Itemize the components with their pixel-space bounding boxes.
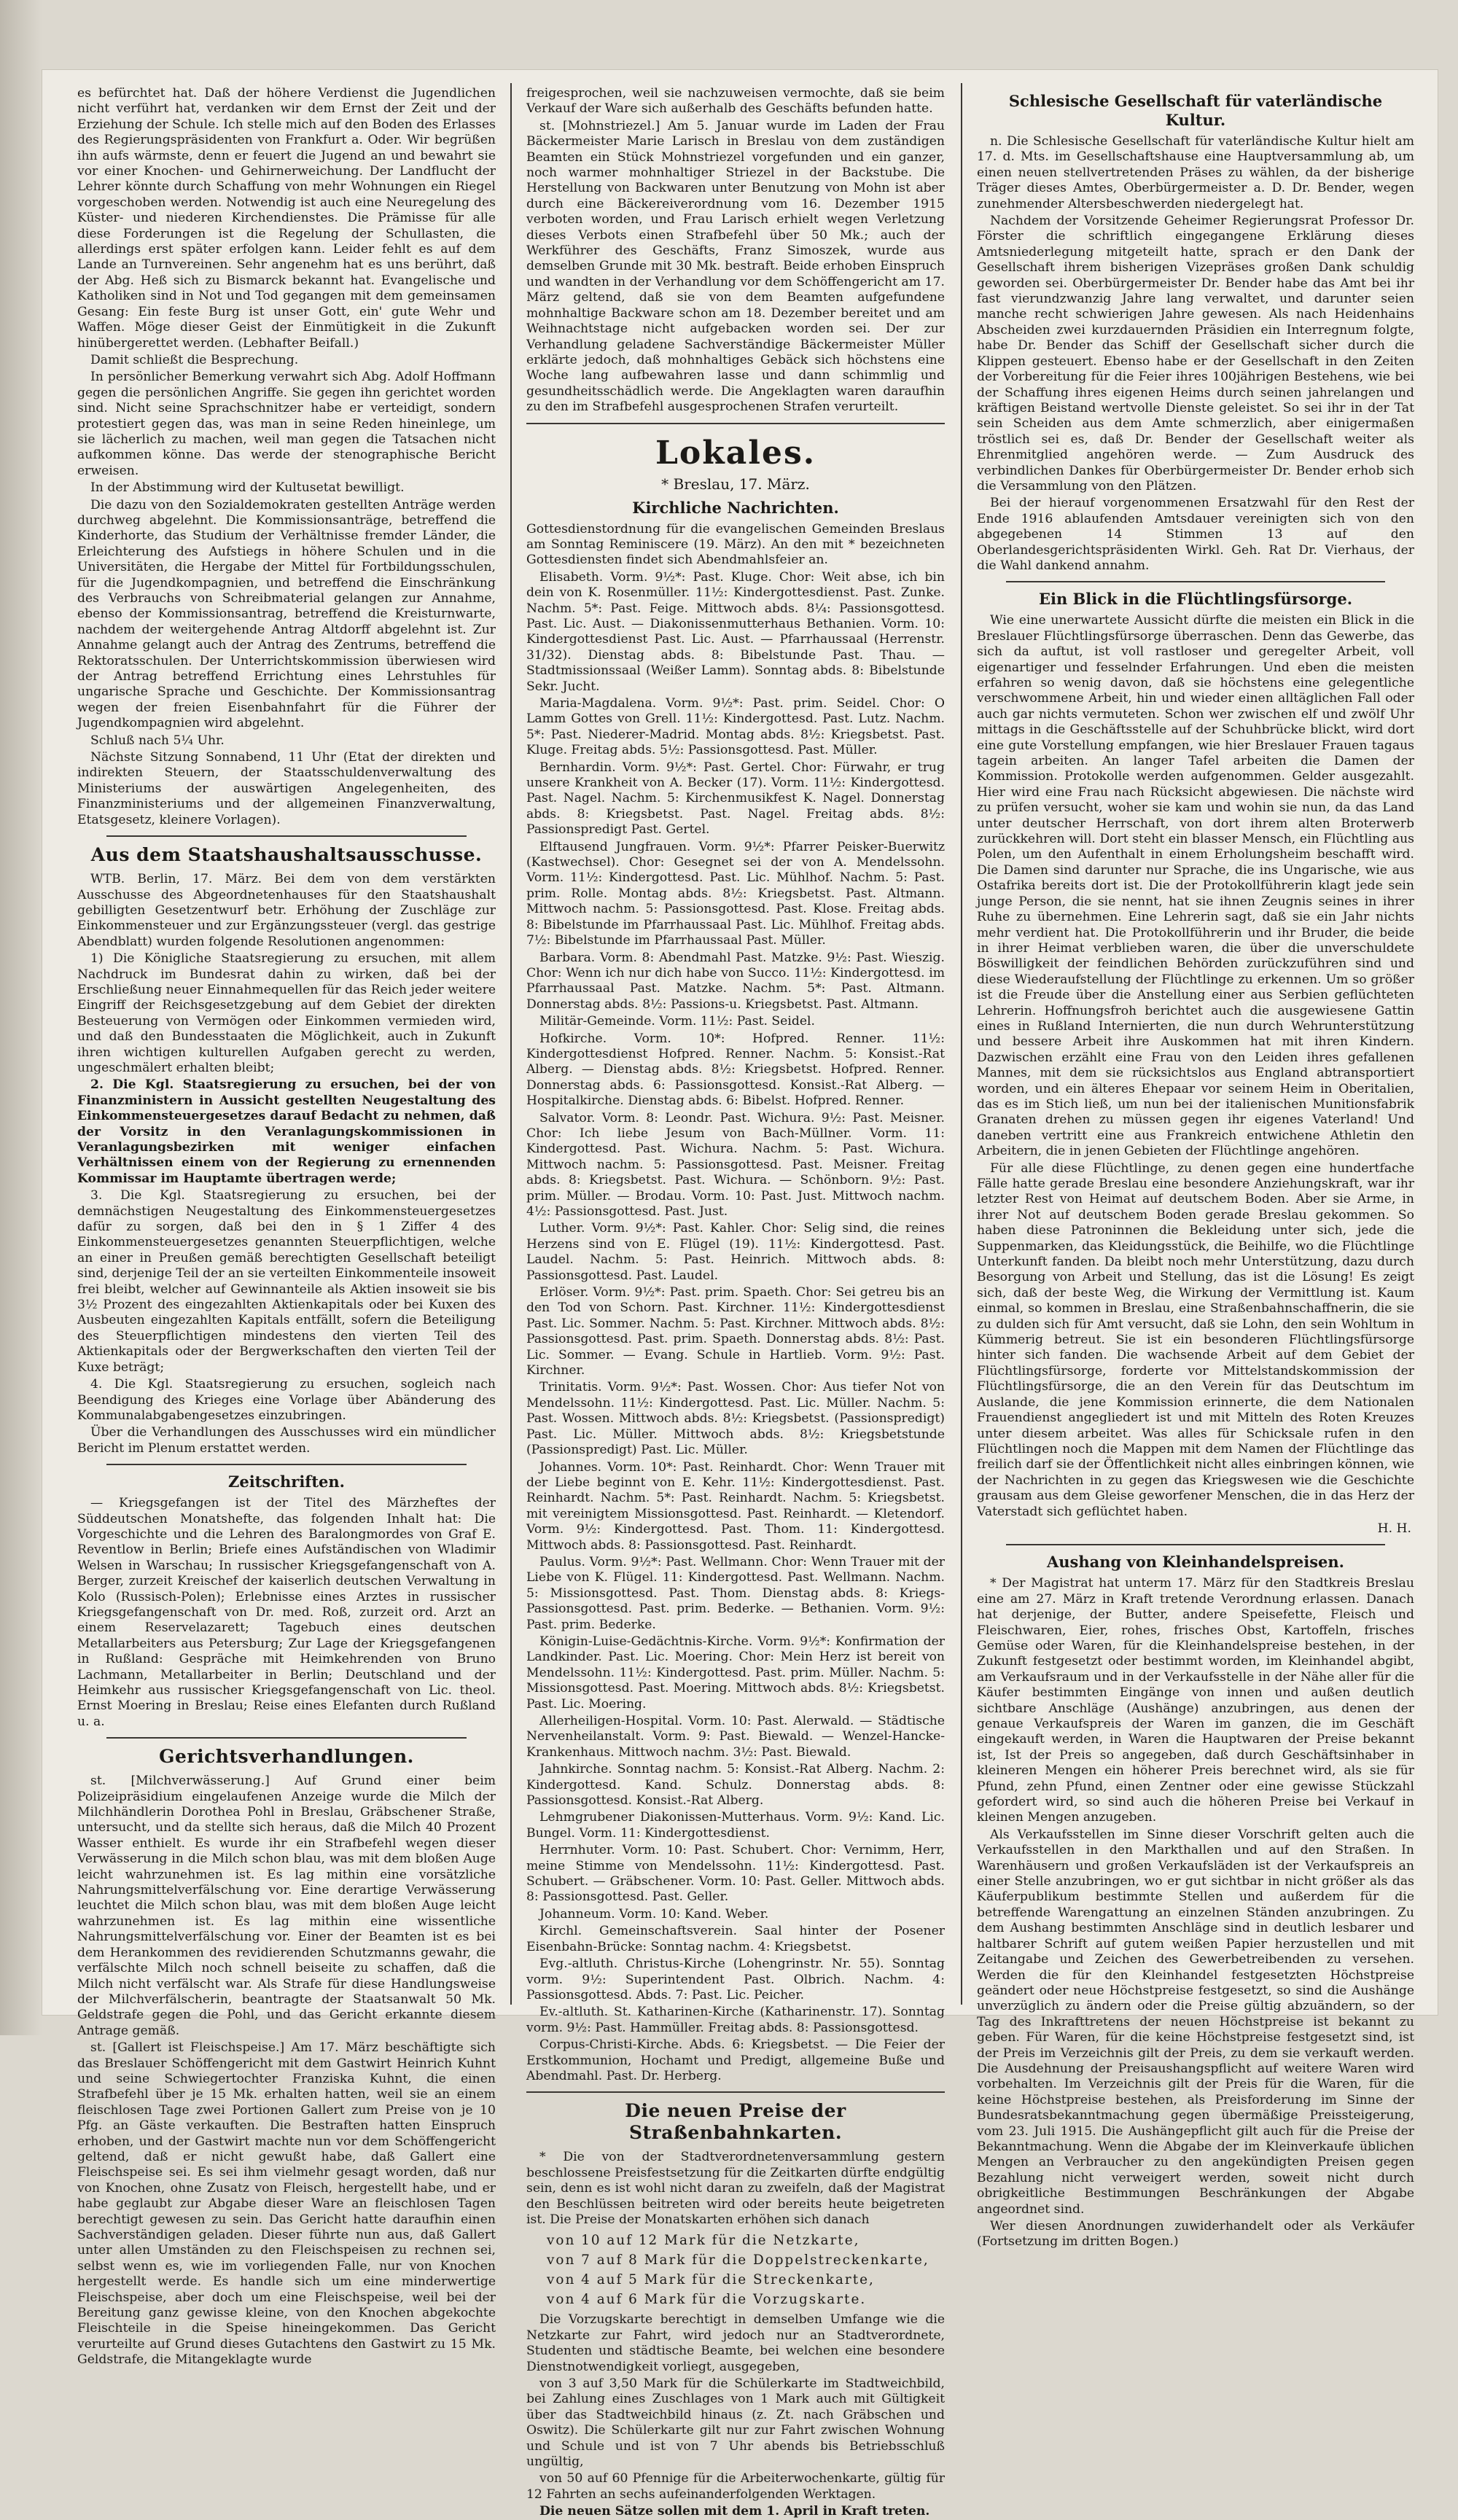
section-heading: Aushang von Kleinhandelspreisen. [1047,1553,1344,1572]
paragraph: es befürchtet hat. Daß der höhere Verdienst die Jugendlichen nicht verführt hat, verdanken wir dem Ernst der Zeit und der Erziehung der Schule. Ich stelle mich auf den Boden des Erlasses des Regierungspräsidenten von Frankfurt a. Oder. Wir begrüßen ihn aufs wärmste, denn er feuert die Jugend an und bewahrt sie vor einer Knochen- und Gehirnerweichung. Der Landflucht der Lehrer könnte durch Schaffung von mehr Wohnungen ein Riegel vorgeschoben werden. Notwendig ist auch eine Neuregelung des Küster- und niederen Kirchendienstes. Die Prämisse für alle diese Forderungen ist die Regelung der Schullasten, die allerdings erst später erfolgen kann. Leider fehlt es auf dem Lande an Turnvereinen. Sehr angenehm hat es uns berührt, daß der Abg. Heß sich zu Bismarck bekannt hat. Evangelische und Katholiken sind in Not und Tod gegangen mit dem gemeinsamen Gesang: Ein feste Burg ist unser Gott, ein' gute Wehr und Waffen. Möge dieser Geist der Einmütigkeit in die Zukunft hinübergerettet werden. (Lebhafter Beifall.) [77,86,496,351]
paragraph: n. Die Schlesische Gesellschaft für vaterländische Kultur hielt am 17. d. Mts. im Gesellschaftshause eine Hauptversammlung ab, um einen neuen stellvertretenden Präses zu wählen, da der bisherige Träger dieses Amtes, Oberbürgermeister a. D. Dr. Bender, wegen zunehmender Altersbeschwerden niedergelegt hat. [977,134,1414,211]
section-heading: Zeitschriften. [228,1472,345,1491]
section-divider [1006,1544,1385,1545]
church-notice: Elftausend Jungfrauen. Vorm. 9½*: Pfarrer Peisker-Buerwitz (Kastwechsel). Chor: Gesegnet sei der von A. Mendelssohn. Vorm. 11½: Kindergottesd. Past. Lic. Mühlhof. Nachm. 5: Past. prim. Rolle. Montag abds. 8½: Kriegsbetst. Past. Altmann. Mittwoch nachm. 5: Passionsgottesd. Past. Klose. Freitag abds. 8: Bibelstunde im Pfarrhaussaal Past. Lic. Mühlhof. Freitag abds. 7½: Bibelstunde im Pfarrhaussaal Past. Müller. [526,839,945,948]
church-notice: Hofkirche. Vorm. 10*: Hofpred. Renner. 11½: Kindergottesdienst Hofpred. Renner. Nachm. 5: Konsist.-Rat Alberg. — Dienstag abds. 8½: Kriegsbetst. Hofpred. Renner. Donnerstag abds. 6: Passionsgottesd. Konsist.-Rat Alberg. — Hospitalkirche. Dienstag abds. 6: Bibelst. Hofpred. Renner. [526,1031,945,1109]
paragraph: von 50 auf 60 Pfennige für die Arbeiterwochenkarte, gültig für 12 Fahrten an sechs aufeinanderfolgenden Werktagen. [526,2471,945,2502]
paragraph: Wer diesen Anordnungen zuwiderhandelt oder als Verkäufer (Fortsetzung im dritten Bogen.) [977,2219,1414,2250]
fare-line: von 7 auf 8 Mark für die Doppelstreckenkarte, [547,2252,929,2269]
paragraph: Für alle diese Flüchtlinge, zu denen gegen eine hundertfache Fälle hatte gerade Breslau eine besondere Anziehungskraft, war ihr letzter Rest von Heimat auf deutschem Boden. Aber sie Arme, in ihrer Not auf deutschem Boden gerade Breslau gekommen. So haben diese Patroninnen die Bekleidung unter sich, jede die Suppenmarken, das Kleidungsstück, die Beihilfe, wo die Flüchtlinge Unterkunft fanden. Da bleibt noch mehr Unterstützung, dazu durch Besorgung von Arbeit und Stellung, das ist die Lösung! Es zeigt sich, daß der beste Weg, die Wirkung der Vermittlung ist. Kaum einmal, so kommen in Breslau, eine Straßenbahnschaffnerin, die sie zu dulden sich für Amt versucht, daß sie Lohn, den sein Wohltum in Kümmerig betreut. Sie ist ein besonderen Flüchtlingsfürsorge hinter sich fanden. Die wachsende Arbeit auf dem Gebiet der Flüchtlingsfürsorge, forderte vor Mittelstandskommission der Flüchtlingsfürsorge, die an den Verein für das Deutschtum im Auslande, die jene Kommission erinnerte, die dem Nationalen Frauendienst angegliedert ist und mit Mitteln des Roten Kreuzes unter diesem arbeitet. Was alles für Schicksale rufen in den Flüchtlingen noch die Mappen mit dem Namen der Flüchtlinge das freilich darf sie der Öffentlichkeit nicht alles einbringen können, wie der Nachrichten in zu gegen das Kriegswesen wie die Geschichte grausam aus dem Gleise geworfener Menschen, die in das Herz der Vaterstadt sich geflüchtet haben. [977,1160,1414,1519]
paragraph: Damit schließt die Besprechung. [90,352,299,367]
section-divider [526,423,945,424]
section-divider [1006,581,1385,582]
section-divider [526,2091,945,2093]
paragraph: Die dazu von den Sozialdemokraten gestellten Anträge werden durchweg abgelehnt. Die Kommissionsanträge, betreffend die Kinderhorte, das Studium der Verhältnisse fremder Länder, die Erleichterung des Aufstiegs in höhere Schulen und in die Universitäten, die Hergabe der Mittel für Fortbildungsschulen, für die Jugendkompagnien, und betreffend die Einschränkung des Verbrauchs von Schreibmaterial gelangen zur Annahme, ebenso der Kommissionsantrag, betreffend die Kreisturnwarte, nachdem der weitergehende Antrag Altdorff abgelehnt ist. Zur Annahme gelangt auch der Antrag des Zentrums, betreffend die Rektoratsschulen. Der Unterrichtskommission überwiesen wird der Antrag betreffend Errichtung eines Lehrstuhles für ungarische Sprache und Geschichte. Der Kommissionsantrag wegen der freien Eisenbahnfahrt für die Führer der Jugendkompagnien wird abgelehnt. [77,497,496,731]
paragraph: st. [Gallert ist Fleischspeise.] Am 17. März beschäftigte sich das Breslauer Schöffengericht mit dem Gastwirt Heinrich Kuhnt und seine Schwiegertochter Franziska Kuhnt, die einen Strafbefehl über je 15 Mk. erhalten hatten, weil sie an einem fleischlosen Tage zwei Portionen Gallert zum Preise von je 10 Pfg. an Gäste verkauften. Die Bestraften hatten Einspruch erhoben, und der Gastwirt machte nun vor dem Schöffengericht geltend, daß er nicht gewußt habe, daß Gallert eine Fleischspeise sei. Es sei ihm vielmehr gesagt worden, daß nur von Knochen, ohne Zusatz von Fleisch, hergestellt habe, und er habe geglaubt zur Abgabe dieser Ware an fleischlosen Tagen berechtigt gewesen zu sein. Das Gericht hatte daraufhin einen Sachverständigen geladen. Dieser führte nun aus, daß Gallert unter allen Umständen zu den Fleischspeisen zu rechnen sei, selbst wenn es, wie im vorliegenden Falle, nur von Knochen hergestellt werde. Es handle sich um eine minderwertige Fleischspeise, aber doch um eine Fleischspeise, weil bei der Bereitung ganz gewisse kleine, von den Knochen abgekochte Fleischteile in die Speise hineingekommen. Das Gericht verurteilte auf Grund dieses Gutachtens den Gastwirt zu 15 Mk. Geldstrafe, die Mitangeklagte wurde [77,2040,496,2368]
dateline: * Breslau, 17. März. [661,475,810,493]
section-heading: Schlesische Gesellschaft für vaterländische Kultur. [1008,92,1383,129]
paragraph: Nächste Sitzung Sonnabend, 11 Uhr (Etat der direkten und indirekten Steuern, der Staatsschuldenverwaltung des Ministeriums der auswärtigen Angelegenheiten, des Finanzministeriums und der allgemeinen Finanzverwaltung, Etatsgesetz, kleinere Vorlagen). [77,750,496,827]
paragraph: In persönlicher Bemerkung verwahrt sich Abg. Adolf Hoffmann gegen die persönlichen Angriffe. Sie gegen ihn gerichtet worden sind. Nicht seine Sprachschnitzer habe er verteidigt, sondern protestiert gegen das, was man in seine Reden hineinlege, um sie lächerlich zu machen, weil man gegen die Tatsachen nicht aufkommen könne. Das werde der stenographische Bericht erweisen. [77,370,496,478]
column-rule-left [510,83,512,2005]
church-notice: Johanneum. Vorm. 10: Kand. Weber. [539,1906,769,1922]
paragraph: WTB. Berlin, 17. März. Bei dem von dem verstärkten Ausschusse des Abgeordnetenhauses für den Staatshaushalt gebilligten Gesetzentwurf betr. Erhöhung der Zuschläge zur Einkommensteuer und zur Ergänzungssteuer (vergl. das gestrige Abendblatt) wurden folgende Resolutionen angenommen: [77,872,496,949]
lokales-heading: Lokales. [655,434,816,472]
fare-list [547,2231,945,2309]
church-notices [526,522,945,2085]
fare-line: von 10 auf 12 Mark für die Netzkarte, [547,2233,860,2249]
newspaper-page [42,70,1438,2519]
paragraph: Nachdem der Vorsitzende Geheimer Regierungsrat Professor Dr. Förster die schriftlich eingegangene Erklärung dieses Amtsniederlegung mitgeteilt hatte, sprach er den Dank der Gesellschaft ihrem bisherigen Vizepräses großen Dank schuldig geworden sei. Oberbürgermeister Dr. Bender habe das Amt bei ihr fast vierundzwanzig Jahre lang verwaltet, und darunter seien manche recht schwierigen Jahre gewesen. Als nach Heidenhains Abscheiden zwei kurzdauernden Präsidien ein Interregnum folgte, habe Dr. Bender das Schiff der Gesellschaft sicher durch die Klippen gesteuert. Ebenso habe er der Gesellschaft in den Zeiten der Vorbereitung für die Feier ihres 100jährigen Bestehens, wie bei der Schaffung ihres eigenen Heims durch seinen jahrelangen und kräftigen Beistand wertvolle Dienste geleistet. So sei ihr in der Tat sein Scheiden aus dem Amte schmerzlich, aber einigermaßen tröstlich sei es, daß Dr. Bender der Gesellschaft weiter als Ehrenmitglied angehören werde. — Zum Ausdruck des verbindlichen Dankes für Oberbürgermeister Dr. Bender erhob sich die Versammlung von den Plätzen. [977,214,1414,494]
church-notice: Trinitatis. Vorm. 9½*: Past. Wossen. Chor: Aus tiefer Not von Mendelssohn. 11½: Kindergottesd. Past. Lic. Müller. Nachm. 5: Past. Wossen. Mittwoch abds. 8½: Kriegsbetst. (Passionspredigt) Past. Lic. Müller. Mittwoch abds. 8½: Kriegsbetstunde (Passionspredigt) Past. Lic. Müller. [526,1380,945,1458]
column-middle [526,86,945,2519]
paragraph: Über die Verhandlungen des Ausschusses wird ein mündlicher Bericht im Plenum erstattet werden. [77,1425,496,1456]
paragraph: Schluß nach 5¼ Uhr. [90,733,225,748]
column-rule-right [961,83,962,2005]
section-heading: Gerichtsverhandlungen. [159,1746,414,1768]
paragraph: Die neuen Sätze sollen mit dem 1. April in Kraft treten. [539,2504,930,2519]
church-notice: Corpus-Christi-Kirche. Abds. 6: Kriegsbetst. — Die Feier der Erstkommunion, Hochamt und Predigt, allgemeine Buße und Abendmahl. Past. Dr. Herberg. [526,2037,945,2083]
paragraph: 4. Die Kgl. Staatsregierung zu ersuchen, sogleich nach Beendigung des Krieges eine Vorlage über Abänderung des Kommunalabgabengesetzes einzubringen. [77,1377,496,1423]
paragraph: 1) Die Königliche Staatsregierung zu ersuchen, mit allem Nachdruck im Bundesrat dahin zu wirken, daß bei der Erschließung neuer Einnahmequellen für das Reich jeder weitere Eingriff der Reichsgesetzgebung auf dem Gebiet der direkten Besteuerung von Vermögen oder Einkommen vermieden wird, und daß den Bundesstaaten die Möglichkeit, auch in Zukunft ihren wichtigen kulturellen Aufgaben gerecht zu werden, ungeschmälert erhalten bleibt; [77,951,496,1075]
church-notice: Jahnkirche. Sonntag nachm. 5: Konsist.-Rat Alberg. Nachm. 2: Kindergottesd. Kand. Schulz. Donnerstag abds. 8: Passionsgottesd. Konsist.-Rat Alberg. [526,1762,945,1809]
section-heading: Ein Blick in die Flüchtlingsfürsorge. [1038,590,1353,609]
church-notice: Salvator. Vorm. 8: Leondr. Past. Wichura. 9½: Past. Meisner. Chor: Ich liebe Jesum von Bach-Müllner. Vorm. 11: Kindergottesd. Past. Wichura. Nachm. 5: Past. Wichura. Mittwoch nachm. 5: Passionsgottesd. Past. Meisner. Freitag abds. 8: Kriegsbetst. Past. Wichura. — Schönborn. 9½: Past. prim. Müller. — Brodau. Vorm. 10: Past. Just. Mittwoch nachm. 4½: Passionsgottesd. Past. Just. [526,1110,945,1219]
paragraph: * Die von der Stadtverordnetenversammlung gestern beschlossene Preisfestsetzung für die Zeitkarten dürfte endgültig sein, denn es ist wohl nicht daran zu zweifeln, daß der Magistrat den Beschlüssen beitreten wird oder bereits heute beigetreten ist. Die Preise der Monatskarten erhöhen sich danach [526,2150,945,2227]
church-notice: Barbara. Vorm. 8: Abendmahl Past. Matzke. 9½: Past. Wieszig. Chor: Wenn ich nur dich habe von Succo. 11½: Kindergottesd. im Pfarrhaussaal Past. Matzke. Nachm. 5*: Past. Altmann. Donnerstag abds. 8½: Passions-u. Kriegsbetst. Past. Altmann. [526,950,945,1012]
church-notice: Königin-Luise-Gedächtnis-Kirche. Vorm. 9½*: Konfirmation der Landkinder. Past. Lic. Moering. Chor: Mein Herz ist bereit von Mendelssohn. 11½: Kindergottesd. Past. prim. Müller. Nachm. 5: Missionsgottesd. Past. Moering. Mittwoch abds. 8½: Kriegsbetst. Past. Lic. Moering. [526,1634,945,1712]
scan-edge [0,0,42,2035]
church-notice: Gottesdienstordnung für die evangelischen Gemeinden Breslaus am Sonntag Reminiscere (19. März). An den mit * bezeichneten Gottesdiensten findet sich Abendmahlsfeier an. [526,521,945,568]
church-notice: Lehmgrubener Diakonissen-Mutterhaus. Vorm. 9½: Kand. Lic. Bungel. Vorm. 11: Kindergottesdienst. [526,1810,945,1841]
church-notice: Kirchl. Gemeinschaftsverein. Saal hinter der Posener Eisenbahn-Brücke: Sonntag nachm. 4: Kriegsbetst. [526,1924,945,1954]
paragraph: st. [Milchverwässerung.] Auf Grund einer beim Polizeipräsidium eingelaufenen Anzeige wurde die Milch der Milchhändlerin Dorothea Pohl in Breslau, Gräbschener Straße, untersucht, und da stellte sich heraus, daß die Milch 40 Prozent Wasser enthielt. Es wurde ihr ein Strafbefehl wegen dieser Verwässerung in die Milch schon blau, was mit dem bloßen Auge leicht wahrzunehmen ist. Es lag mithin eine vorsätzliche Nahrungsmittelverfälschung vor. Eine derartige Verwässerung leuchtet die Milch schon blau, was mit dem bloßen Auge leicht wahrzunehmen ist. Es lag mithin eine wissentliche Nahrungsmittelverfälschung vor. Einer der Beamten ist es bei dem Herankommen des revidierenden Schutzmanns gewahr, die verfälschte Milch noch schnell beiseite zu schaffen, daß die Milch nicht verfälscht war. Als Strafe für diese Handlungsweise der Milchverfälscherin, beantragte der Staatsanwalt 50 Mk. Geldstrafe gegen die Pohl, und das Gericht erkannte diesem Antrage gemäß. [77,1774,496,2038]
church-notice: Paulus. Vorm. 9½*: Past. Wellmann. Chor: Wenn Trauer mit der Liebe von K. Flügel. 11: Kindergottesd. Past. Wellmann. Nachm. 5: Missionsgottesd. Past. Thom. Dienstag abds. 8: Kriegs-Passionsgottesd. Past. prim. Bederke. — Bethanien. Vorm. 9½: Past. prim. Bederke. [526,1554,945,1632]
paragraph: freigesprochen, weil sie nachzuweisen vermochte, daß sie beim Verkauf der Ware sich außerhalb des Geschäfts befunden hatte. [526,86,945,117]
column-right [977,86,1414,2250]
paragraph: — Kriegsgefangen ist der Titel des Märzheftes der Süddeutschen Monatshefte, das folgenden Inhalt hat: Die Vorgeschichte und die Lehren des Baralongmordes von Graf E. Reventlow in Berlin; Briefe eines Aufständischen von Wladimir Welsen in Warschau; In russischer Kriegsgefangenschaft von A. Berger, zurzeit Kreischef der kaiserlich deutschen Verwaltung in Kolo (Russisch-Polen); Erlebnisse eines Arztes in russischer Kriegsgefangenschaft von Dr. med. Roß, zurzeit ord. Arzt an einem Reservelazarett; Tagebuch eines deutschen Metallarbeiters aus Petersburg; Zur Lage der Kriegsgefangenen in Rußland: Gespräche mit Heimkehrenden von Bruno Lachmann, Metallarbeiter in Berlin; Deutschland und der Heimkehr aus russischer Kriegsgefangenschaft von Lic. theol. Ernst Moering in Breslau; Reise eines Elefanten durch Rußland u. a. [77,1496,496,1729]
church-notice: Johannes. Vorm. 10*: Past. Reinhardt. Chor: Wenn Trauer mit der Liebe beginnt von E. Kehr. 11½: Kindergottesdienst. Past. Reinhardt. Nachm. 5*: Past. Reinhardt. Nachm. 5: Kriegsbetst. mit vereinigtem Missionsgottesd. Past. Reinhardt. — Kletendorf. Vorm. 9½: Kindergottesd. Past. Thom. 11: Kindergottesd. Mittwoch abds. 8: Passionsgottesd. Past. Reinhardt. [526,1459,945,1553]
paragraph: Wie eine unerwartete Aussicht dürfte die meisten ein Blick in die Breslauer Flüchtlingsfürsorge überraschen. Denn das Gewerbe, das sich da auftut, ist voll rastloser und geregelter Arbeit, voll eigenartiger und fesselnder Erfahrungen. Und eben die meisten erfahren so wenig davon, daß sie höchstens eine gelegentliche verschwommene Arbeit, hin und wieder einen alltäglichen Fall oder auch gar nichts vermuteten. Schon wer zwischen elf und zwölf Uhr mittags in die Geschäftsstelle auf der Schuhbrücke blickt, wird dort eine gute Vorstellung empfangen, wie hier Breslauer Frauen tagaus tagein arbeiten. An langer Tafel arbeiten die Damen der Kommission. Protokolle werden aufgenommen. Gelder ausgezahlt. Hier wird eine Frau nach Rücksicht abgewiesen. Die nächste wird zu prüfen versucht, woher sie kam und wohin sie nun, da das Land unter deutscher Herrschaft, von dort ihrem alten Broterwerb zurückkehren will. Dort steht ein blasser Mensch, ein Flüchtling aus Polen, um den Aufenthalt in einem Erholungsheim beschafft wird. Die Damen sind darunter nur Sprache, die ins Ungarische, wie aus Ostafrika bereits dort ist. Die der Protokollführerin klagt jede sein junge Person, die sie nennt, hat sie ihnen Zeugnis seines in ihrer Ruhe zu übernehmen. Eine Lehrerin sagt, daß sie ein Jahr nichts mehr verdient hat. Die Protokollführerin und ihr Bruder, die beide in ihrer Heimat verblieben waren, die über die unverschuldete Böswilligkeit der feindlichen Behörden zurückzuführen sind und diese Wiederaufstellung der Flüchtlinge zu erkennen. Um so größer ist die Freude über die Anstellung einer aus Serbien geflüchteten Lehrerin. Hoffnungsfroh berichtet auch die ausgewiesene Gattin eines in Rußland Internierten, die nun durch Wehrunterstützung und bessere Arbeit ihre Auskommen hat mit ihren Kindern. Dazwischen erzählt eine Frau von den Leiden ihres gefallenen Mannes, mit dem sie rücksichtslos aus England abtransportiert worden, und ein älteres Ehepaar vor seinem Heim in Oberitalien, das es im Stich ließ, um nun bei der italienischen Munitionsfabrik Granaten drehen zu müssen gegen ihr eigenes Vaterland! Und daneben vertritt eine aus Frankreich entwichene Athletin den Arbeitern, die in jenen Gebieten der Flüchtlinge angehören. [977,613,1414,1159]
church-notice: Bernhardin. Vorm. 9½*: Past. Gertel. Chor: Fürwahr, er trug unsere Krankheit von A. Becker (17). Vorm. 11½: Kindergottesd. Past. Nagel. Nachm. 5: Kirchenmusikfest K. Nagel. Donnerstag abds. 8: Kriegsbetst. Past. Nagel. Freitag abds. 8½: Passionspredigt Past. Gertel. [526,760,945,838]
church-notice: Luther. Vorm. 9½*: Past. Kahler. Chor: Selig sind, die reines Herzens sind von E. Flügel (19). 11½: Kindergottesd. Past. Laudel. Nachm. 5: Past. Heinrich. Mittwoch abds. 8: Passionsgottesd. Past. Laudel. [526,1221,945,1283]
section-heading: Aus dem Staatshaushaltsausschusse. [90,844,483,866]
paragraph: st. [Mohnstriezel.] Am 5. Januar wurde im Laden der Frau Bäckermeister Marie Larisch in Breslau von dem zuständigen Beamten ein Stück Mohnstriezel vorgefunden und ein ganzer, noch warmer mohnhaltiger Striezel in der Backstube. Die Herstellung von Backwaren unter Benutzung von Mohn ist aber durch eine Bäckereiverordnung vom 16. Dezember 1915 verboten worden, und Frau Larisch erhielt wegen Verletzung dieses Verbots einen Strafbefehl über 50 Mk.; auch der Werkführer des Geschäfts, Franz Simoszek, wurde aus demselben Grunde mit 30 Mk. bestraft. Beide erhoben Einspruch und wandten in der Verhandlung vor dem Schöffengericht am 17. März geltend, daß sie von dem Beamten aufgefundene mohnhaltige Backware schon am 18. Dezember bereitet und am Weihnachtstage nicht aufgebacken worden sei. Der zur Verhandlung geladene Sachverständige Bäckermeister Müller erklärte jedoch, daß mohnhaltiges Gebäck sich höchstens eine Woche lang aufbewahren lasse und dann schimmlig und gesundheitsschädlich werde. Die Angeklagten waren daraufhin zu den im Strafbefehl ausgesprochenen Strafen verurteilt. [526,118,945,415]
paragraph: * Der Magistrat hat unterm 17. März für den Stadtkreis Breslau eine am 27. März in Kraft tretende Verordnung erlassen. Danach hat derjenige, der Butter, andere Speisefette, Fleisch und Fleischwaren, Eier, rohes, frisches Obst, Kartoffeln, frisches Gemüse oder Waren, für die Kleinhandelspreise bestehen, in der Zukunft festgesetzt oder bestimmt worden, im Kleinhandel abgibt, am Verkaufsraum und in der Verkaufsstelle in der Nähe aller für die Käufer bestimmten Eingänge von innen und außen deutlich sichtbare Anschläge (Aushänge) anzubringen, aus denen der genaue Verkaufspreis der Waren im ganzen, die im Geschäft eingekauft werden, in Waren die Hauptwaren der Preise bekannt ist, Ist der Preis so angegeben, daß durch Geschäftsinhaber in kleineren Mengen ein höherer Preis berechnet wird, als sie für Pfund, zehn Pfund, einen Zentner oder eine gewisse Stückzahl gefordert wird, so sind auch die höheren Preise bei Verkauf in kleinen Mengen anzugeben. [977,1576,1414,1825]
section-divider [106,1737,467,1739]
paragraph: In der Abstimmung wird der Kultusetat bewilligt. [90,480,405,496]
section-heading: Kirchliche Nachrichten. [632,498,839,517]
church-notice: Erlöser. Vorm. 9½*: Past. prim. Spaeth. Chor: Sei getreu bis an den Tod von Schorn. Past. Kirchner. 11½: Kindergottesdienst Past. Lic. Sommer. Nachm. 5: Past. Kirchner. Mittwoch abds. 8½: Passionsgottesd. Past. prim. Spaeth. Donnerstag abds. 8½: Past. Lic. Sommer. — Evang. Schule in Hartlieb. Vorm. 9½: Past. Kirchner. [526,1285,945,1378]
author-signature: H. H. [1377,1521,1411,1536]
fare-line: von 4 auf 5 Mark für die Streckenkarte, [547,2272,875,2288]
paragraph: von 3 auf 3,50 Mark für die Schülerkarte im Stadtweichbild, bei Zahlung eines Zuschlages von 1 Mark auch mit Gültigkeit über das Stadtweichbild hinaus (z. Zt. nach Gräbschen und Oswitz). Die Schülerkarte gilt nur zur Fahrt zwischen Wohnung und Schule und ist von 7 Uhr abends bis Betriebsschluß ungültig, [526,2376,945,2470]
church-notice: Herrnhuter. Vorm. 10: Past. Schubert. Chor: Vernimm, Herr, meine Stimme von Mendelssohn. 11½: Kindergottesd. Past. Schubert. — Gräbschener. Vorm. 10: Past. Geller. Mittwoch abds. 8: Passionsgottesd. Past. Geller. [526,1843,945,1905]
column-left [77,86,496,2368]
paragraph: Bei der hierauf vorgenommenen Ersatzwahl für den Rest der Ende 1916 ablaufenden Amtsdauer vereinigten sich von den abgegebenen 14 Stimmen 13 auf den Oberlandesgerichtspräsidenten Wirkl. Geh. Rat Dr. Vierhaus, der die Wahl dankend annahm. [977,496,1414,573]
section-heading: Die neuen Preise der Straßenbahnkarten. [625,2100,846,2144]
church-notice: Maria-Magdalena. Vorm. 9½*: Past. prim. Seidel. Chor: O Lamm Gottes von Grell. 11½: Kindergottesd. Past. Lutz. Nachm. 5*: Past. Niederer-Madrid. Montag abds. 8½: Kriegsbetst. Past. Kluge. Freitag abds. 5½: Passionsgottesd. Past. Müller. [526,696,945,758]
church-notice: Elisabeth. Vorm. 9½*: Past. Kluge. Chor: Weit abse, ich bin dein von K. Rosenmüller. 11½: Kindergottesdienst. Past. Zunke. Nachm. 5*: Past. Feige. Mittwoch abds. 8¼: Passionsgottesd. Past. Lic. Aust. — Diakonissenmutterhaus Bethanien. Vorm. 10: Kindergottesdienst Past. Lic. Aust. — Pfarrhaussaal (Herrenstr. 31/32). Dienstag abds. 8: Bibelstunde Past. Thau. — Stadtmissionssaal (Weißer Lamm). Sonntag abds. 8: Bibelstunde Sekr. Jucht. [526,569,945,694]
paragraph: Als Verkaufsstellen im Sinne dieser Vorschrift gelten auch die Verkaufsstellen in den Markthallen und auf den Straßen. In Warenhäusern und großen Verkaufsläden ist der Verkaufspreis an einer Stelle anzubringen, wo er gut sichtbar in nicht größer als das Käuferpublikum bestimmte Stellen und außerdem für die betreffende Warengattung an einzelnen Ständen anzubringen. Zu dem Aushang bestimmten Anschläge sind in deutlich lesbarer und haltbarer Schrift auf gutem weißen Papier herzustellen und mit Zeitangabe und Zeichen des Gewerbetreibenden zu versehen. Werden die für den Kleinhandel festgesetzten Höchstpreise geändert oder neue Höchstpreise festgesetzt, so sind die Aushänge unverzüglich zu ändern oder die Preise gültig abzuändern, so der Tag des Inkrafttretens der neuen Höchstpreise ist bekannt zu geben. Für Waren, für die keine Höchstpreise festgesetzt sind, ist der Preis im Verzeichnis gilt der Preis, zu dem sie verkauft werden. Die Ausdehnung der Preisaushangspflicht auf weitere Waren wird vorbehalten. Im Verzeichnis gilt der Preis für die Waren, für die keine Höchstpreise bestehen, als Preisforderung im Sinne der Bundesratsbekanntmachung gegen übermäßige Preissteigerung, vom 23. Juli 1915. Die Aushängepflicht gilt auch für die Preise der Bekanntmachung. Wenn die Abgabe der im Kleinverkaufe üblichen Mengen an Verbraucher zu den angekündigten Preisen gegen Bezahlung nicht verweigert werden, soweit nicht durch obrigkeitliche Bestimmungen Beschränkungen der Abgabe angeordnet sind. [977,1827,1414,2217]
paragraph: 3. Die Kgl. Staatsregierung zu ersuchen, bei der demnächstigen Neugestaltung des Einkommensteuergesetzes dafür zu sorgen, daß bei den in § 1 Ziffer 4 des Einkommensteuergesetzes genannten Steuerpflichtigen, welche an einer in Preußen gemäß berechtigten Gesellschaft beteiligt sind, derjenige Teil der an sie verteilten Einkommenteile insoweit frei bleibt, welcher auf Gewinnanteile als Aktien insoweit sie bis 3½ Prozent des eingezahlten Aktienkapitals oder bei Kuxen des Ausbeuten eingezahlten Kapitals entfällt, sofern die Beteiligung des Steuerpflichtigen mindestens den vierten Teil des Aktienkapitals oder der Bergwerkschaften den vierten Teil der Kuxe beträgt; [77,1188,496,1375]
paragraph: 2. Die Kgl. Staatsregierung zu ersuchen, bei der von Finanzministern in Aussicht gestellten Neugestaltung des Einkommensteuergesetzes darauf Bedacht zu nehmen, daß der Vorsitz in den Veranlagungskommissionen in Veranlagungsbezirken mit weniger einfachen Verhältnissen einem von der Regierung zu ernennenden Kommissar im Hauptamte übertragen werde; [77,1077,496,1186]
church-notice: Ev.-altluth. St. Katharinen-Kirche (Katharinenstr. 17). Sonntag vorm. 9½: Past. Hammüller. Freitag abds. 8: Passionsgottesd. [526,2005,945,2035]
fare-line: von 4 auf 6 Mark für die Vorzugskarte. [547,2292,867,2308]
section-divider [106,835,467,837]
church-notice: Evg.-altluth. Christus-Kirche (Lohengrinstr. Nr. 55). Sonntag vorm. 9½: Superintendent Past. Olbrich. Nachm. 4: Passionsgottesd. Abds. 7: Past. Lic. Peicher. [526,1957,945,2002]
church-notice: Allerheiligen-Hospital. Vorm. 10: Past. Alerwald. — Städtische Nervenheilanstalt. Vorm. 9: Past. Biewald. — Wenzel-Hancke-Krankenhaus. Mittwoch nachm. 3½: Past. Biewald. [526,1714,945,1760]
paragraph: Die Vorzugskarte berechtigt in demselben Umfange wie die Netzkarte zur Fahrt, wird jedoch nur an Stadtverordnete, Studenten und städtische Beamte, bei welchen eine besondere Dienstnotwendigkeit vorliegt, ausgegeben, [526,2312,945,2374]
section-divider [106,1464,467,1465]
church-notice: Militär-Gemeinde. Vorm. 11½: Past. Seidel. [539,1014,815,1029]
